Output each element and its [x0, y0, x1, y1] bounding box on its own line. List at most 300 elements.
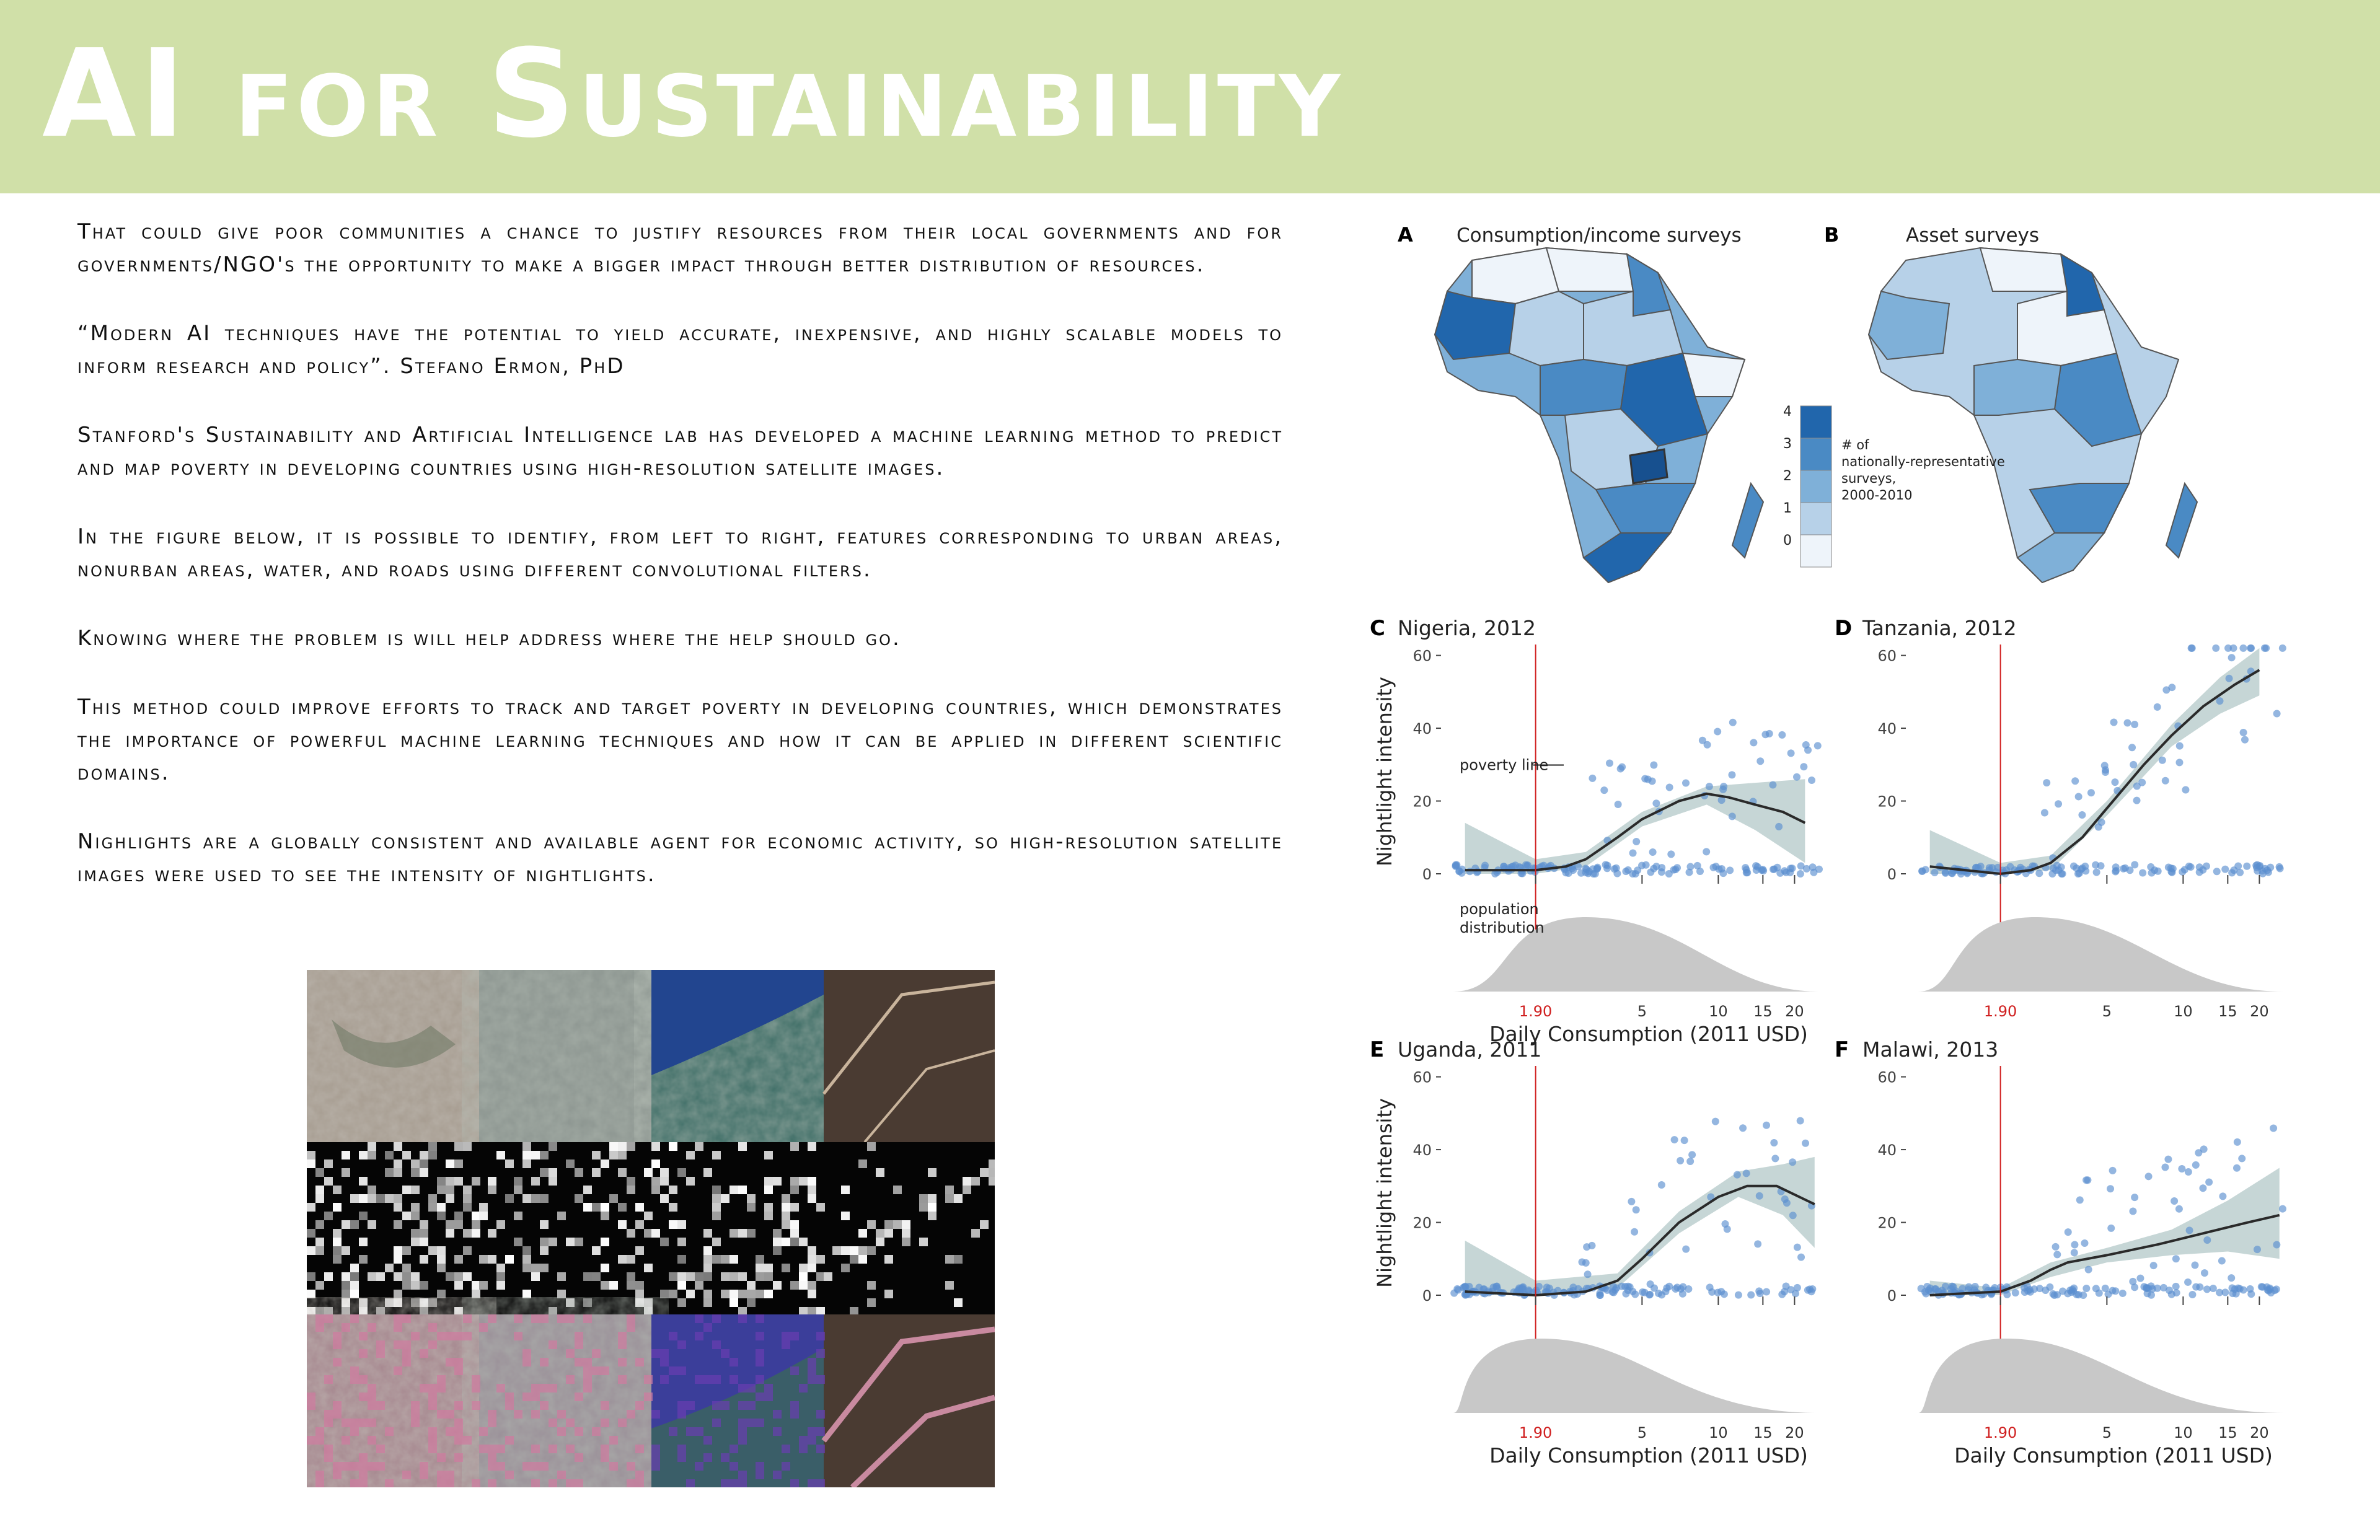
- activation-pixel: [756, 1264, 764, 1272]
- scatter-point: [2186, 1226, 2193, 1234]
- overlay-pixel: [428, 1427, 437, 1436]
- overlay-pixel: [695, 1427, 703, 1436]
- scatter-point: [2162, 777, 2169, 785]
- activation-pixel: [472, 1177, 480, 1186]
- activation-pixel: [609, 1281, 618, 1290]
- scatter-point: [2239, 645, 2247, 652]
- overlay-pixel: [402, 1349, 411, 1358]
- activation-pixel: [350, 1290, 359, 1298]
- overlay-pixel: [712, 1419, 721, 1427]
- x-tick-label: 1.90: [1983, 1003, 2017, 1020]
- activation-pixel: [479, 1255, 488, 1264]
- activation-pixel: [446, 1159, 454, 1168]
- activation-pixel: [566, 1298, 575, 1307]
- overlay-pixel: [315, 1436, 324, 1445]
- scatter-point: [2096, 1290, 2103, 1297]
- overlay-pixel: [359, 1375, 368, 1384]
- activation-pixel: [703, 1272, 712, 1281]
- activation-pixel: [618, 1142, 627, 1151]
- activation-pixel: [428, 1203, 437, 1212]
- scatter-point: [1644, 775, 1652, 783]
- scatter-point: [2082, 1285, 2090, 1292]
- activation-pixel: [385, 1168, 394, 1177]
- overlay-pixel: [756, 1393, 764, 1401]
- overlay-pixel: [522, 1349, 531, 1358]
- activation-pixel: [764, 1186, 773, 1194]
- activation-pixel: [756, 1255, 764, 1264]
- activation-pixel: [884, 1220, 893, 1229]
- overlay-pixel: [738, 1419, 747, 1427]
- overlay-pixel: [350, 1314, 359, 1323]
- scatter-point: [1972, 1283, 1979, 1290]
- article-text: [77, 216, 1283, 927]
- overlay-pixel: [651, 1349, 660, 1358]
- activation-pixel: [420, 1255, 428, 1264]
- scatter-point: [1694, 862, 1701, 869]
- y-tick-label: 60: [1413, 647, 1432, 665]
- y-tick-label: 0: [1422, 866, 1432, 883]
- chart-title: Nigeria, 2012: [1398, 616, 1536, 640]
- scatter-point: [2124, 719, 2131, 727]
- activation-pixel: [428, 1246, 437, 1255]
- y-tick-label: 40: [1413, 1142, 1432, 1159]
- legend-title-line: nationally-representative: [1841, 454, 2005, 469]
- overlay-pixel: [488, 1410, 496, 1419]
- overlay-pixel: [729, 1358, 738, 1366]
- x-tick-label: 20: [1785, 1003, 1804, 1020]
- activation-pixel: [583, 1203, 592, 1212]
- activation-pixel: [540, 1238, 549, 1246]
- overlay-pixel: [342, 1419, 350, 1427]
- activation-pixel: [531, 1177, 540, 1186]
- scatter-point: [1652, 863, 1660, 870]
- activation-pixel: [522, 1151, 531, 1159]
- scatter-point: [1747, 1291, 1755, 1298]
- scatter-point: [1641, 1289, 1649, 1296]
- scatter-point: [2188, 1291, 2196, 1298]
- scatter-point: [2050, 865, 2057, 872]
- activation-pixel: [627, 1229, 635, 1238]
- scatter-point: [2043, 779, 2050, 786]
- activation-pixel: [703, 1246, 712, 1255]
- activation-pixel: [627, 1177, 635, 1186]
- activation-pixel: [324, 1212, 333, 1220]
- overlay-pixel: [437, 1479, 446, 1487]
- activation-pixel: [945, 1194, 954, 1203]
- activation-pixel: [549, 1238, 557, 1246]
- activation-pixel: [660, 1194, 669, 1203]
- scatter-point: [2130, 761, 2137, 768]
- activation-pixel: [472, 1290, 480, 1298]
- scatter-point: [2259, 1283, 2267, 1291]
- overlay-pixel: [540, 1401, 549, 1410]
- scatter-point: [1631, 1228, 1638, 1236]
- overlay-pixel: [479, 1427, 488, 1436]
- scatter-point: [1593, 865, 1601, 873]
- activation-pixel: [315, 1281, 324, 1290]
- x-tick-label: 15: [1753, 1003, 1773, 1020]
- scatter-point: [1688, 1151, 1696, 1158]
- scatter-point: [1535, 1283, 1543, 1290]
- scatter-point: [1663, 1284, 1670, 1291]
- activation-pixel: [454, 1177, 463, 1186]
- activation-pixel: [446, 1272, 454, 1281]
- activation-pixel: [540, 1220, 549, 1229]
- scatter-point: [1628, 1198, 1635, 1205]
- scatter-point: [2109, 1167, 2117, 1174]
- overlay-pixel: [575, 1358, 583, 1366]
- scatter-point: [1756, 757, 1764, 765]
- scatter-point: [1706, 783, 1713, 790]
- activation-pixel: [808, 1194, 816, 1203]
- scatter-point: [1606, 760, 1613, 767]
- scatter-point: [1703, 848, 1710, 855]
- legend-title-line: # of: [1841, 438, 1869, 452]
- activation-pixel: [989, 1168, 995, 1177]
- activation-pixel: [411, 1203, 420, 1212]
- scatter-point: [2111, 778, 2118, 786]
- overlay-pixel: [359, 1349, 368, 1358]
- overlay-pixel: [660, 1349, 669, 1358]
- scatter-point: [2188, 645, 2195, 652]
- activation-pixel: [764, 1290, 773, 1298]
- overlay-pixel: [808, 1436, 816, 1445]
- activation-pixel: [799, 1281, 808, 1290]
- overlay-pixel: [549, 1479, 557, 1487]
- overlay-pixel: [359, 1462, 368, 1471]
- activation-pixel: [411, 1159, 420, 1168]
- overlay-pixel: [376, 1445, 385, 1453]
- activation-pixel: [522, 1142, 531, 1151]
- activation-pixel: [359, 1298, 368, 1307]
- scatter-point: [2133, 797, 2141, 804]
- activation-pixel: [428, 1194, 437, 1203]
- y-tick-label: 0: [1887, 1287, 1897, 1305]
- activation-pixel: [342, 1290, 350, 1298]
- activation-pixel: [420, 1220, 428, 1229]
- activation-pixel: [488, 1186, 496, 1194]
- scatter-point: [1787, 749, 1795, 757]
- annotation-line: distribution: [1460, 919, 1545, 936]
- overlay-pixel: [601, 1419, 609, 1427]
- scatter-point: [1783, 869, 1790, 876]
- overlay-pixel: [635, 1445, 644, 1453]
- scatter-point: [2150, 1262, 2157, 1269]
- scatter-point: [1717, 1288, 1725, 1295]
- activation-pixel: [816, 1272, 825, 1281]
- poverty-figure: [1360, 211, 2303, 1487]
- overlay-pixel: [808, 1366, 816, 1375]
- activation-pixel: [454, 1212, 463, 1220]
- overlay-pixel: [359, 1419, 368, 1427]
- scatter-point: [1783, 1283, 1790, 1290]
- activation-pixel: [609, 1151, 618, 1159]
- confidence-band: [1930, 648, 2260, 874]
- overlay-pixel: [342, 1323, 350, 1332]
- activation-pixel: [402, 1151, 411, 1159]
- activation-pixel: [592, 1151, 601, 1159]
- activation-pixel: [808, 1142, 816, 1151]
- activation-pixel: [350, 1272, 359, 1281]
- scatter-point: [2101, 762, 2109, 769]
- overlay-pixel: [402, 1471, 411, 1479]
- chart-title: Tanzania, 2012: [1862, 616, 2017, 640]
- overlay-pixel: [738, 1427, 747, 1436]
- activation-pixel: [463, 1186, 472, 1194]
- overlay-pixel: [315, 1427, 324, 1436]
- activation-pixel: [359, 1194, 368, 1203]
- overlay-pixel: [315, 1323, 324, 1332]
- activation-pixel: [514, 1212, 522, 1220]
- overlay-pixel: [496, 1462, 505, 1471]
- fit-line: [1930, 1215, 2280, 1295]
- overlay-pixel: [505, 1393, 514, 1401]
- overlay-pixel: [738, 1479, 747, 1487]
- confidence-band: [1930, 1168, 2280, 1295]
- activation-pixel: [747, 1194, 756, 1203]
- activation-pixel: [472, 1281, 480, 1290]
- activation-pixel: [884, 1255, 893, 1264]
- page-title: AI for Sustainability: [42, 24, 1344, 165]
- overlay-pixel: [618, 1358, 627, 1366]
- activation-pixel: [841, 1246, 850, 1255]
- scatter-point: [2270, 1125, 2277, 1132]
- activation-pixel: [454, 1142, 463, 1151]
- scatter-point: [2216, 697, 2224, 705]
- overlay-pixel: [376, 1340, 385, 1349]
- activation-pixel: [651, 1229, 660, 1238]
- scatter-point: [2055, 800, 2062, 807]
- activation-pixel: [315, 1220, 324, 1229]
- scatter-point: [1666, 784, 1673, 791]
- overlay-pixel: [333, 1410, 342, 1419]
- overlay-pixel: [721, 1453, 729, 1462]
- overlay-pixel: [307, 1401, 315, 1410]
- scatter-point: [2168, 869, 2175, 876]
- scatter-point: [1794, 1284, 1801, 1291]
- scatter-points: [1918, 645, 2286, 878]
- activation-pixel: [307, 1159, 315, 1168]
- activation-pixel: [738, 1186, 747, 1194]
- activation-pixel: [514, 1186, 522, 1194]
- scatter-point: [1778, 1291, 1786, 1298]
- activation-pixel: [729, 1255, 738, 1264]
- overlay-pixel: [488, 1445, 496, 1453]
- activation-pixel: [858, 1229, 867, 1238]
- overlay-pixel: [816, 1410, 825, 1419]
- activation-pixel: [522, 1194, 531, 1203]
- scatter-point: [2112, 868, 2119, 876]
- overlay-pixel: [350, 1375, 359, 1384]
- activation-pixel: [376, 1307, 385, 1316]
- activation-pixel: [703, 1290, 712, 1298]
- activation-pixel: [928, 1168, 937, 1177]
- scatter-point: [2236, 869, 2244, 876]
- overlay-pixel: [446, 1427, 454, 1436]
- overlay-pixel: [575, 1393, 583, 1401]
- overlay-pixel: [782, 1332, 790, 1340]
- overlay-pixel: [540, 1462, 549, 1471]
- activation-pixel: [660, 1177, 669, 1186]
- activation-pixel: [315, 1246, 324, 1255]
- scatter-point: [1455, 1286, 1462, 1293]
- activation-pixel: [385, 1264, 394, 1272]
- overlay-pixel: [721, 1479, 729, 1487]
- overlay-pixel: [428, 1393, 437, 1401]
- scatter-point: [1789, 1212, 1797, 1219]
- overlay-pixel: [756, 1375, 764, 1384]
- overlay-pixel: [660, 1375, 669, 1384]
- scatter-point: [1682, 1246, 1690, 1253]
- activation-pixel: [394, 1159, 402, 1168]
- overlay-pixel: [816, 1332, 825, 1340]
- activation-pixel: [359, 1212, 368, 1220]
- activation-pixel: [514, 1238, 522, 1246]
- activation-pixel: [824, 1272, 832, 1281]
- activation-pixel: [394, 1142, 402, 1151]
- chart-panel: [1835, 1037, 2286, 1467]
- scatter-point: [2085, 1266, 2092, 1274]
- legend-title: [1841, 438, 2005, 503]
- overlay-pixel: [790, 1332, 799, 1340]
- overlay-pixel: [324, 1410, 333, 1419]
- overlay-pixel: [790, 1401, 799, 1410]
- scatter-point: [1585, 868, 1593, 876]
- activation-pixel: [635, 1290, 644, 1298]
- y-tick-label: 40: [1413, 720, 1432, 738]
- activation-pixel: [601, 1212, 609, 1220]
- activation-pixel: [514, 1177, 522, 1186]
- scatter-point: [1647, 1280, 1654, 1288]
- activation-pixel: [703, 1168, 712, 1177]
- scatter-point: [2144, 1285, 2152, 1292]
- overlay-pixel: [514, 1332, 522, 1340]
- overlay-pixel: [695, 1314, 703, 1323]
- activation-pixel: [601, 1281, 609, 1290]
- activation-pixel: [315, 1194, 324, 1203]
- activation-pixel: [644, 1264, 653, 1272]
- scatter-point: [1686, 869, 1693, 876]
- panel-letter: B: [1824, 223, 1840, 247]
- activation-pixel: [376, 1194, 385, 1203]
- overlay-pixel: [764, 1393, 773, 1401]
- overlay-row: [307, 1314, 995, 1487]
- scatter-point: [1808, 1288, 1815, 1295]
- activation-pixel: [764, 1177, 773, 1186]
- activation-pixel: [463, 1272, 472, 1281]
- activation-pixel: [324, 1159, 333, 1168]
- scatter-point: [2254, 1246, 2261, 1253]
- overlay-pixel: [756, 1419, 764, 1427]
- activation-pixel: [841, 1264, 850, 1272]
- activation-pixel: [437, 1203, 446, 1212]
- activation-pixel: [342, 1272, 350, 1281]
- activation-pixel: [686, 1272, 695, 1281]
- scatter-point: [2071, 1249, 2078, 1256]
- scatter-point: [1719, 786, 1727, 793]
- activation-pixel: [738, 1307, 747, 1316]
- scatter-point: [2276, 865, 2284, 873]
- activation-pixel: [712, 1203, 721, 1212]
- activation-pixel: [496, 1272, 505, 1281]
- legend-level: 2: [1783, 469, 1792, 484]
- scatter-point: [2273, 710, 2281, 717]
- overlay-pixel: [557, 1427, 566, 1436]
- activation-pixel: [919, 1203, 928, 1212]
- activation-pixel: [522, 1264, 531, 1272]
- scatter-point: [2218, 1257, 2226, 1265]
- scatter-point: [1629, 849, 1637, 856]
- overlay-pixel: [729, 1479, 738, 1487]
- scatter-point: [2246, 1285, 2254, 1293]
- panel-letter: A: [1398, 223, 1413, 247]
- scatter-point: [2205, 1178, 2213, 1186]
- activation-pixel: [394, 1272, 402, 1281]
- overlay-pixel: [773, 1471, 782, 1479]
- activation-pixel: [307, 1290, 315, 1298]
- overlay-pixel: [488, 1462, 496, 1471]
- legend-swatch: [1800, 438, 1831, 470]
- scatter-point: [1584, 1270, 1592, 1278]
- activation-pixel: [472, 1212, 480, 1220]
- activation-pixel: [660, 1238, 669, 1246]
- activation-pixel: [850, 1246, 858, 1255]
- activation-pixel: [557, 1212, 566, 1220]
- overlay-pixel: [411, 1410, 420, 1419]
- activation-pixel: [437, 1255, 446, 1264]
- scatter-point: [1649, 848, 1657, 856]
- activation-pixel: [635, 1203, 644, 1212]
- activation-pixel: [738, 1272, 747, 1281]
- activation-pixel: [359, 1177, 368, 1186]
- overlay-pixel: [729, 1462, 738, 1471]
- activation-pixel: [463, 1203, 472, 1212]
- overlay-pixel: [738, 1471, 747, 1479]
- chart-title: Uganda, 2011: [1398, 1037, 1542, 1062]
- overlay-pixel: [420, 1349, 428, 1358]
- activation-pixel: [669, 1203, 677, 1212]
- scatter-point: [2053, 1251, 2061, 1258]
- overlay-pixel: [712, 1401, 721, 1410]
- scatter-point: [2187, 863, 2195, 871]
- activation-pixel: [359, 1151, 368, 1159]
- activation-pixel: [566, 1159, 575, 1168]
- overlay-pixel: [324, 1445, 333, 1453]
- scatter-point: [1647, 868, 1654, 876]
- scatter-point: [1959, 1285, 1966, 1292]
- activation-pixel: [902, 1220, 910, 1229]
- overlay-pixel: [575, 1479, 583, 1487]
- overlay-pixel: [738, 1401, 747, 1410]
- activation-pixel: [385, 1151, 394, 1159]
- overlay-pixel: [592, 1427, 601, 1436]
- activation-pixel: [928, 1194, 937, 1203]
- activation-pixel: [488, 1255, 496, 1264]
- activation-pixel: [342, 1220, 350, 1229]
- activation-pixel: [799, 1307, 808, 1316]
- overlay-pixel: [566, 1445, 575, 1453]
- activation-pixel: [307, 1203, 315, 1212]
- activation-pixel: [437, 1212, 446, 1220]
- activation-pixel: [644, 1229, 653, 1238]
- overlay-pixel: [557, 1471, 566, 1479]
- scatter-point: [1775, 823, 1783, 830]
- x-tick-label: 10: [1709, 1424, 1728, 1441]
- scatter-point: [2262, 645, 2270, 652]
- activation-pixel: [307, 1307, 315, 1316]
- overlay-pixel: [472, 1375, 480, 1384]
- scatter-point: [2196, 863, 2203, 871]
